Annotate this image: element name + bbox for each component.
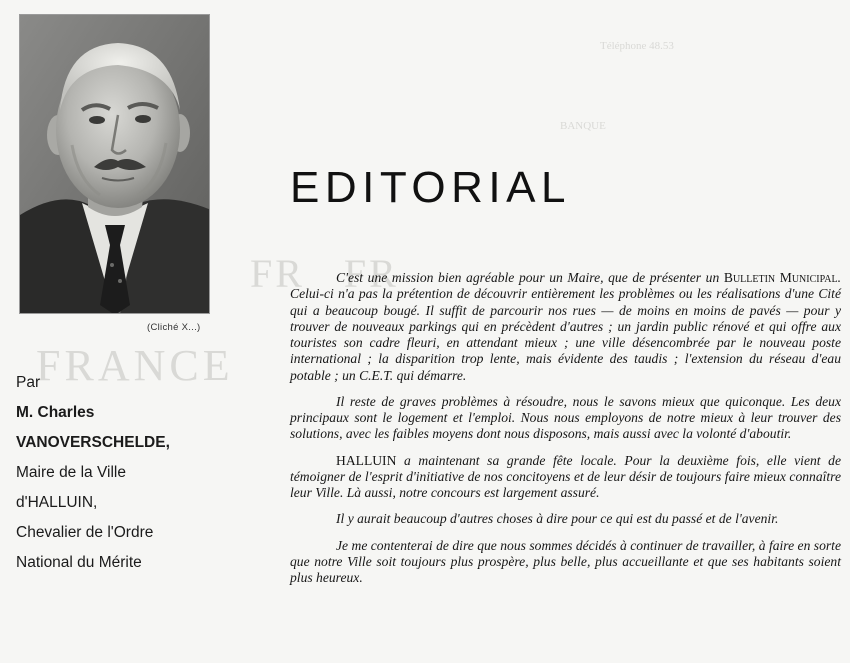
portrait-image — [20, 15, 210, 314]
author-role: Chevalier de l'Ordre — [16, 524, 154, 541]
photo-caption: (Cliché X...) — [147, 322, 201, 333]
portrait-photo — [19, 14, 210, 314]
author-surname: VANOVERSCHELDE, — [16, 434, 170, 451]
bleed-through-text: FR FR — [250, 251, 399, 296]
author-signature — [16, 368, 170, 578]
paragraph: Il reste de graves problèmes à résoudre, nous le savons mieux que quiconque. Les deux principaux sont le logement et l'emploi. Nous nous employons de notre mieux à leur trouver des solutions, avec les faibles moyens dont nous disposons, mais aussi avec la volonté d'aboutir. — [290, 393, 841, 442]
paragraph: Je me contenterai de dire que nous sommes décidés à continuer de travailler, à faire en sorte que notre Ville soit toujours plus prospère, plus belle, plus accueillante et que ses habitants soient plus heureux. — [290, 537, 841, 585]
bleed-through-text: BANQUE — [560, 120, 606, 132]
author-role: Maire de la Ville — [16, 464, 126, 481]
bulletin-name: Bulletin Municipal — [723, 270, 838, 285]
paragraph-text: C'est une mission bien agréable pour un Maire, que de présenter un — [336, 270, 724, 285]
editorial-body — [290, 270, 841, 596]
paragraph — [290, 453, 841, 502]
author-role: d'HALLUIN, — [16, 494, 98, 511]
author-name: M. Charles — [16, 404, 95, 421]
author-role: National du Mérite — [16, 554, 142, 571]
bleed-through-text: FRANCE — [36, 341, 234, 390]
town-name: HALLUIN — [336, 452, 397, 468]
paragraph — [290, 270, 841, 384]
editorial-title: EDITORIAL — [290, 163, 571, 212]
bleed-through-text: Téléphone 48.53 — [600, 40, 674, 52]
paragraph: Il y aurait beaucoup d'autres choses à dire pour ce qui est du passé et de l'avenir. — [336, 511, 779, 527]
by-label: Par — [16, 374, 41, 391]
paragraph-text: . Celui-ci n'a pas la prétention de découvrir entièrement les problèmes ou les réalisations d'une Cité qui a beaucoup bougé. Il suffit de parcourir nos rues — de moins en moins de pavés — pour y trouver de nouveaux parkings qui en précèdent d'autres ; un jardin public rénové et qui offre aux touristes son cadre fleuri, en attendant mieux ; une ville désencombrée par le nouveau poste international ; la disparition trop lente, mais évidente des taudis ; l'extension du réseau d'eau potable ; un C.E.T. qui démarre. — [290, 270, 841, 383]
paragraph-text: a maintenant sa grande fête locale. Pour la deuxième fois, elle vient de témoigner de l'esprit d'initiative de nos concitoyens et de leur désir de toujours faire mieux connaître leur Ville. Là aussi, notre concours est largement assuré. — [290, 452, 841, 500]
